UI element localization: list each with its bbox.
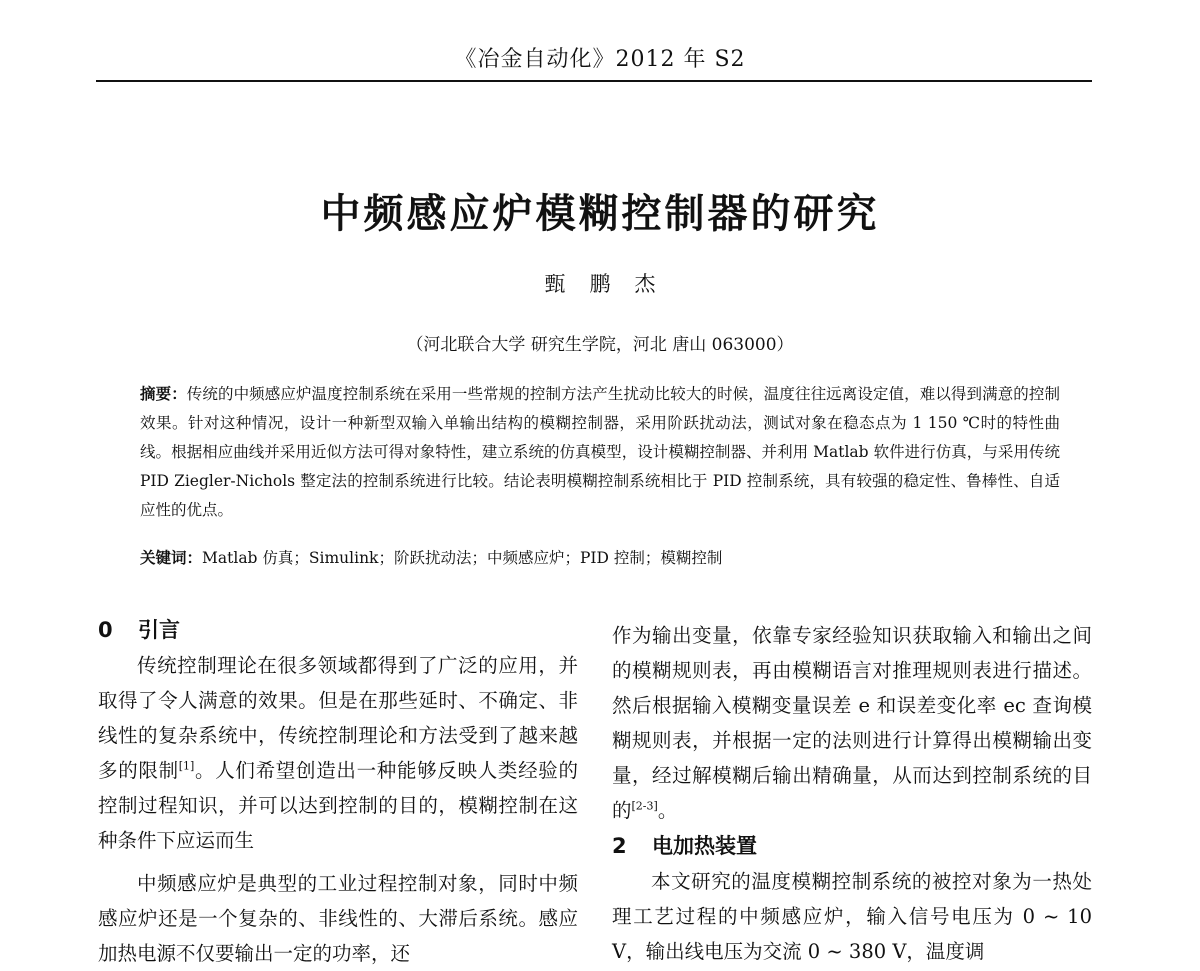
section-title: 引言 [138, 618, 180, 642]
affiliation: （河北联合大学 研究生学院，河北 唐山 063000） [406, 335, 794, 355]
section-heading-introduction [98, 612, 578, 648]
section-title: 电加热装置 [652, 834, 757, 858]
citation: [1] [178, 759, 195, 773]
keywords-text: Matlab 仿真；Simulink；阶跃扰动法；中频感应炉；PID 控制；模糊控制 [202, 549, 723, 567]
section-number: 0 [98, 618, 113, 642]
section-number: 2 [612, 834, 627, 858]
paragraph: 中频感应炉是典型的工业过程控制对象，同时中频感应炉还是一个复杂的、非线性的、大滞后系统。感应加热电源不仅要输出一定的功率，还 [98, 872, 578, 965]
section-heading-electric-heating [612, 828, 1092, 864]
paragraph-text: 传统控制理论在很多领域都得到了广泛的应用，并取得了令人满意的效果。但是在那些延时、不确定、非线性的复杂系统中，传统控制理论和方法受到了越来越多的限制 [98, 654, 578, 782]
keywords [140, 544, 1060, 573]
author: 甄鹏杰 [544, 272, 680, 296]
citation: [2-3] [631, 799, 658, 813]
journal-header: 《冶金自动化》2012 年 S2 [454, 47, 746, 72]
left-column [98, 612, 578, 971]
header-rule [96, 80, 1092, 82]
paragraph-text: 作为输出变量，依靠专家经验知识获取输入和输出之间的模糊规则表，再由模糊语言对推理规则表进行描述。然后根据输入模糊变量误差 e 和误差变化率 ec 查询模糊规则表，并根据一定的法则进行计算得出模糊输出变量，经过解模糊后输出精确量，从而达到控制系统的目的 [612, 624, 1092, 822]
paragraph-text: 。 [657, 799, 678, 822]
paper-title: 中频感应炉模糊控制器的研究 [320, 191, 880, 237]
abstract-label: 摘要： [140, 385, 187, 403]
abstract [140, 380, 1060, 525]
right-column [612, 618, 1092, 969]
paragraph-text: 。人们希望创造出一种能够反映人类经验的控制过程知识，并可以达到控制的目的，模糊控制在这种条件下应运而生 [98, 759, 578, 852]
keywords-label: 关键词： [140, 549, 203, 567]
paragraph [98, 648, 578, 858]
paragraph [612, 618, 1092, 828]
paragraph-gap [98, 858, 578, 866]
paragraph: 本文研究的温度模糊控制系统的被控对象为一热处理工艺过程的中频感应炉，输入信号电压为 0 ~ 10 V，输出线电压为交流 0 ~ 380 V，温度调 [612, 870, 1092, 963]
abstract-text: 传统的中频感应炉温度控制系统在采用一些常规的控制方法产生扰动比较大的时候，温度往往远离设定值，难以得到满意的控制效果。针对这种情况，设计一种新型双输入单输出结构的模糊控制器，采用阶跃扰动法，测试对象在稳态点为 1 150 ℃时的特性曲线。根据相应曲线并采用近似方法可得对象特性，建立系统的仿真模型，设计模糊控制器、并利用 Matlab 软件进行仿真，与采用传统 PID Ziegler-Nichols 整定法的控制系统进行比较。结论表明模糊控制系统相比于 PID 控制系统，具有较强的稳定性、鲁棒性、自适应性的优点。 [140, 385, 1060, 519]
